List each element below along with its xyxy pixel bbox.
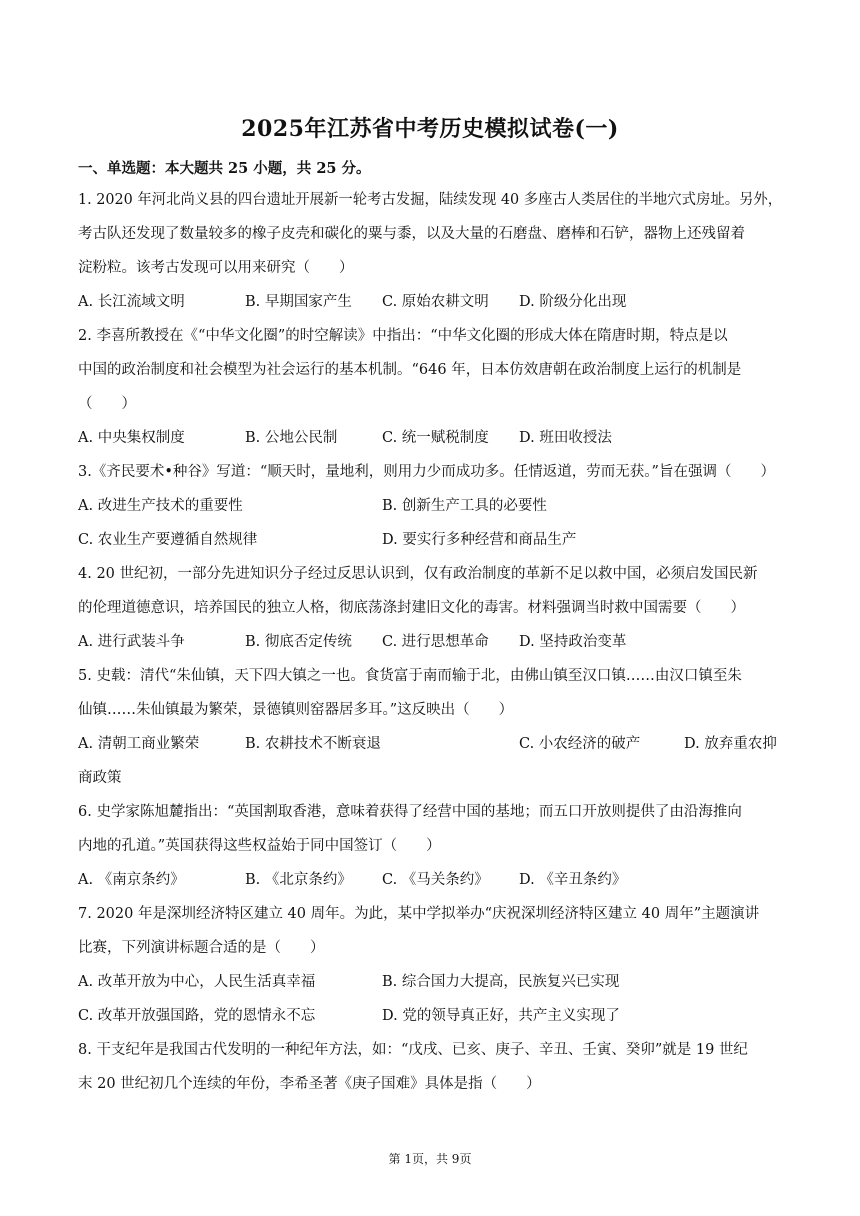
question-3-option-d: D. 要实行多种经营和商品生产 — [382, 532, 577, 548]
question-2-option-d: D. 班田收授法 — [519, 430, 612, 446]
question-1-option-d: D. 阶级分化出现 — [519, 294, 627, 310]
question-8-line-2: 末 20 世纪初几个连续的年份，李希圣著《庚子国难》具体是指（ ） — [78, 1076, 541, 1092]
question-3-line-1: 3.《齐民要术•种谷》写道：“顺天时，量地利，则用力少而成功多。任情返道，劳而无获。”旨在强调（ ） — [78, 464, 775, 480]
question-2-option-c: C. 统一赋税制度 — [382, 430, 489, 446]
question-6-option-b: B. 《北京条约》 — [245, 872, 352, 888]
question-1-option-c: C. 原始农耕文明 — [382, 294, 489, 310]
question-1-line-3: 淀粉粒。该考古发现可以用来研究（ ） — [78, 260, 354, 276]
question-7-line-2: 比赛，下列演讲标题合适的是（ ） — [78, 940, 325, 956]
question-3-option-b: B. 创新生产工具的必要性 — [382, 498, 547, 514]
question-4-option-d: D. 坚持政治变革 — [519, 634, 627, 650]
question-4-option-b: B. 彻底否定传统 — [245, 634, 352, 650]
question-1-option-a: A. 长江流域文明 — [78, 294, 185, 310]
question-3-option-a: A. 改进生产技术的重要性 — [78, 498, 243, 514]
question-2-line-3: （ ） — [78, 396, 136, 412]
exam-title: 2025年江苏省中考历史模拟试卷(一) — [241, 116, 619, 142]
question-4-line-1: 4. 20 世纪初，一部分先进知识分子经过反思认识到，仅有政治制度的革新不足以救中国，必须启发国民新 — [78, 566, 758, 582]
question-5-option-d-cont: 商政策 — [78, 770, 122, 786]
question-2-option-b: B. 公地公民制 — [245, 430, 338, 446]
question-5-option-a: A. 清朝工商业繁荣 — [78, 736, 200, 752]
question-6-line-2: 内地的孔道。”英国获得这些权益始于同中国签订（ ） — [78, 838, 441, 854]
question-1-line-1: 1. 2020 年河北尚义县的四台遗址开展新一轮考古发掘，陆续发现 40 多座古人类居住的半地穴式房址。另外， — [78, 192, 783, 208]
question-7-line-1: 7. 2020 年是深圳经济特区建立 40 周年。为此，某中学拟举办“庆祝深圳经济特区建立 40 周年”主题演讲 — [78, 906, 760, 922]
question-7-option-d: D. 党的领导真正好，共产主义实现了 — [382, 1008, 620, 1024]
question-2-option-a: A. 中央集权制度 — [78, 430, 185, 446]
question-5-line-1: 5. 史载：清代“朱仙镇，天下四大镇之一也。食货富于南而输于北，由佛山镇至汉口镇……由汉口镇至朱 — [78, 668, 742, 684]
question-5-line-2: 仙镇……朱仙镇最为繁荣，景德镇则窑器居多耳。”这反映出（ ） — [78, 702, 514, 718]
question-6-option-a: A. 《南京条约》 — [78, 872, 185, 888]
question-4-option-c: C. 进行思想革命 — [382, 634, 489, 650]
question-6-option-d: D. 《辛丑条约》 — [519, 872, 627, 888]
question-7-option-b: B. 综合国力大提高，民族复兴已实现 — [382, 974, 620, 990]
question-5-option-d: D. 放弃重农抑 — [684, 736, 777, 752]
question-7-option-c: C. 改革开放强国路，党的恩情永不忘 — [78, 1008, 316, 1024]
question-5-option-b: B. 农耕技术不断衰退 — [245, 736, 381, 752]
question-5-option-c: C. 小农经济的破产 — [519, 736, 641, 752]
question-8-line-1: 8. 干支纪年是我国古代发明的一种纪年方法，如：“戊戌、已亥、庚子、辛丑、壬寅、癸卯”就是 19 世纪 — [78, 1042, 748, 1058]
question-7-option-a: A. 改革开放为中心，人民生活真幸福 — [78, 974, 316, 990]
question-6-line-1: 6. 史学家陈旭麓指出：“英国割取香港，意味着获得了经营中国的基地；而五口开放则提供了由沿海推向 — [78, 804, 742, 820]
page-footer: 第 1页，共 9页 — [388, 1152, 472, 1166]
question-4-option-a: A. 进行武装斗争 — [78, 634, 185, 650]
question-1-option-b: B. 早期国家产生 — [245, 294, 352, 310]
section-heading: 一、单选题：本大题共 25 小题，共 25 分。 — [78, 160, 371, 177]
question-4-line-2: 的伦理道德意识，培养国民的独立人格，彻底荡涤封建旧文化的毒害。材料强调当时救中国需要（ ） — [78, 600, 745, 616]
question-2-line-1: 2. 李喜所教授在《“中华文化圈”的时空解读》中指出：“中华文化圈的形成大体在隋唐时期，特点是以 — [78, 328, 728, 344]
question-1-line-2: 考古队还发现了数量较多的橡子皮壳和碳化的粟与黍，以及大量的石磨盘、磨棒和石铲，器物上还残留着 — [78, 226, 745, 242]
question-2-line-2: 中国的政治制度和社会模型为社会运行的基本机制。“646 年，日本仿效唐朝在政治制度上运行的机制是 — [78, 362, 742, 378]
question-3-option-c: C. 农业生产要遵循自然规律 — [78, 532, 258, 548]
question-6-option-c: C. 《马关条约》 — [382, 872, 489, 888]
